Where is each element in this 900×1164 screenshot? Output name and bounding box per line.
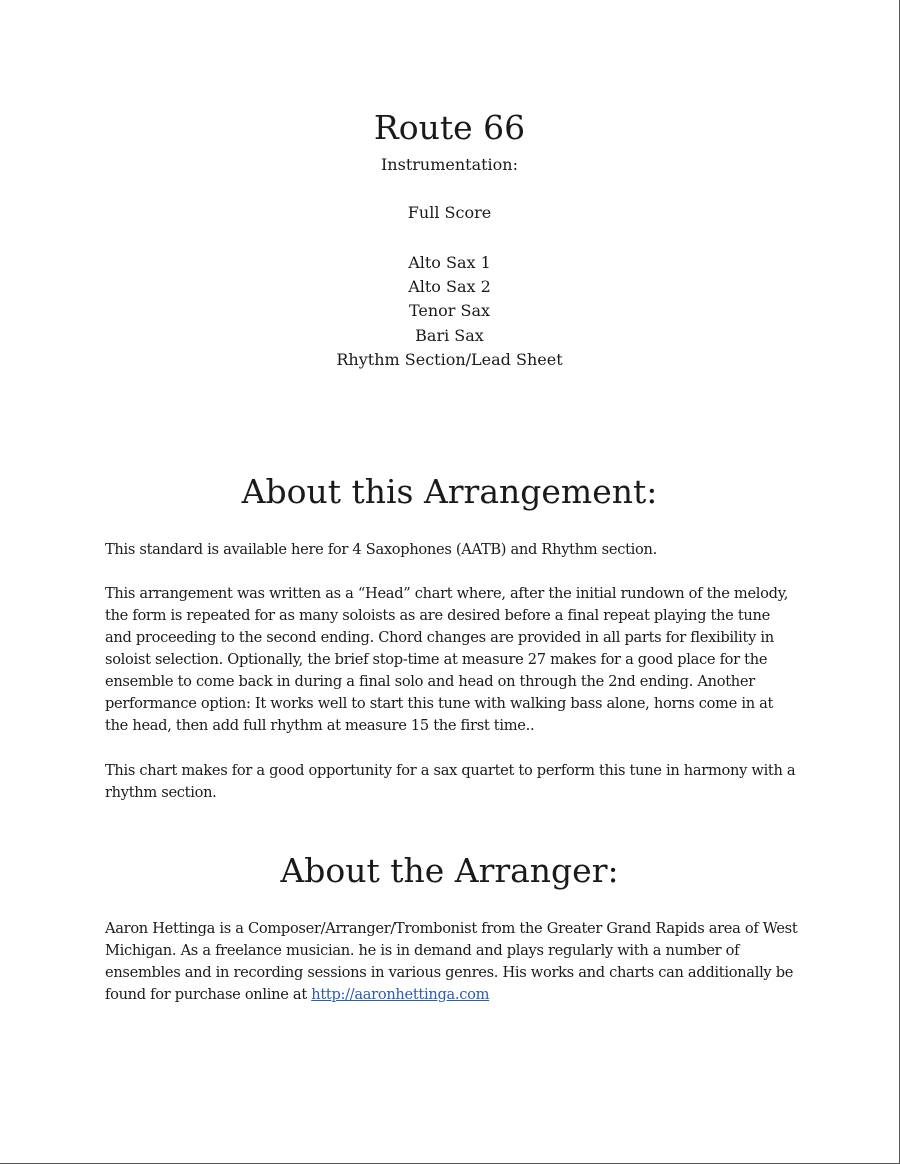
arrangement-paragraph-1: This standard is available here for 4 Saxophones (AATB) and Rhythm section.	[105, 541, 657, 558]
arranger-paragraph	[105, 918, 800, 1006]
list-item: Alto Sax 2	[408, 277, 491, 297]
about-arranger-heading: About the Arranger:	[280, 851, 619, 890]
arrangement-paragraph-2: This arrangement was written as a “Head” chart where, after the initial rundown of the melody, the form is repeated for as many soloists as are desired before a final repeat playing the tune and proceeding to the second ending. Chord changes are provided in all parts for flexibility in soloist selection. Optionally, the brief stop-time at measure 27 makes for a good place for the ensemble to come back in during a final solo and head on through the 2nd ending. Another performance option: It works well to start this tune with walking bass alone, horns come in at the head, then add full rhythm at measure 15 the first time..	[105, 585, 789, 734]
arrangement-paragraph-3: This chart makes for a good opportunity for a sax quartet to perform this tune in harmony with a rhythm section.	[105, 762, 796, 801]
list-item: Alto Sax 1	[408, 253, 491, 272]
instrument-list	[0, 251, 899, 372]
full-score-label: Full Score	[407, 203, 492, 222]
arranger-website-link[interactable]: http://aaronhettinga.com	[311, 986, 490, 1003]
arranger-paragraph-text: Aaron Hettinga is a Composer/Arranger/Trombonist from the Greater Grand Rapids area of West Michigan. As a freelance musician. he is in demand and plays regularly with a number of ensembles and in recording sessions in various genres. His works and charts can additionally be found for purchase online at	[105, 920, 798, 1003]
list-item: Bari Sax	[415, 325, 484, 345]
instrumentation-label: Instrumentation:	[380, 155, 518, 174]
page-title: Route 66	[373, 108, 526, 147]
about-arrangement-heading: About this Arrangement:	[241, 472, 658, 511]
list-item: Rhythm Section/Lead Sheet	[336, 349, 563, 369]
list-item: Tenor Sax	[408, 301, 491, 321]
